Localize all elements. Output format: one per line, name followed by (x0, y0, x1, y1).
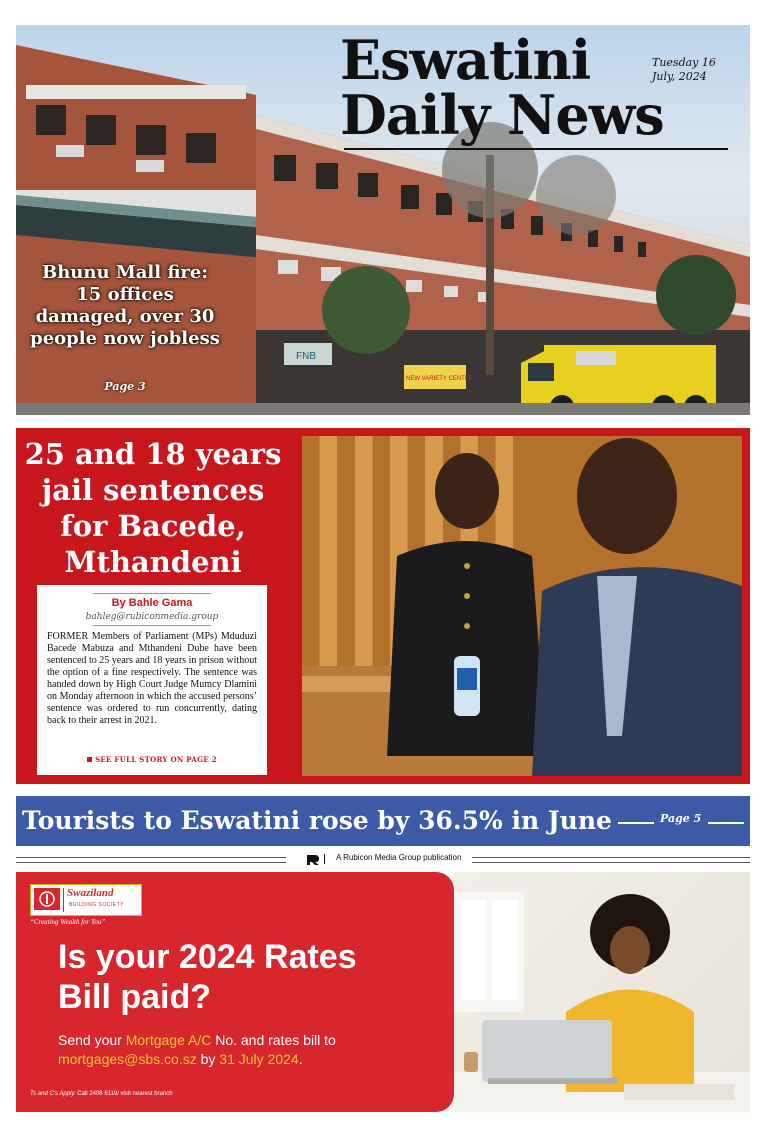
advert-headline-line1: Is your 2024 Rates (58, 938, 357, 976)
court-story-card (37, 585, 267, 775)
advert-terms: Ts and C's Apply. (30, 1091, 76, 1097)
advert-contact: Call 2406 6119/ visit nearest branch (77, 1091, 173, 1097)
sbs-emblem-icon (34, 888, 60, 910)
lead-page-ref: Page 3 (104, 380, 146, 393)
byline-rule-bottom (93, 625, 211, 626)
advert-mortgage-highlight: Mortgage A/C (125, 1032, 212, 1048)
court-story-photo (302, 436, 742, 776)
advert-body (58, 1031, 438, 1069)
strip-divider (324, 854, 325, 864)
tourism-rule-right (708, 822, 744, 824)
byline-email: bahleg@rubiconmedia.group (85, 612, 219, 622)
tourism-page-ref: Page 5 (660, 812, 702, 825)
courtroom-illustration (302, 436, 742, 776)
rubicon-logo-icon (306, 854, 320, 866)
masthead-rule (344, 148, 728, 150)
advert-body-text2: No. and rates bill to (215, 1032, 336, 1048)
court-headline: 25 and 18 years jail sentences for Bacede, Mthandeni (24, 437, 282, 579)
advert-headline-line2: Bill paid? (58, 978, 211, 1016)
issue-date (652, 56, 732, 84)
shop-sign: NEW VARIETY CENTRE (406, 376, 474, 382)
date-line1: Tuesday 16 (652, 56, 716, 69)
date-line2: July, 2024 (652, 70, 707, 83)
swaziland-building-society-logo (30, 884, 142, 916)
advert-body-end: . (298, 1051, 303, 1067)
lead-headline: Bhunu Mall fire: 15 offices damaged, over 30 people now jobless (30, 262, 220, 349)
byline: By Bahle Gama (111, 597, 193, 609)
advert-tagline: “Creating Wealth for You” (30, 918, 106, 926)
tourism-rule-left (618, 822, 654, 824)
advert-email-link[interactable]: mortgages@sbs.co.sz (58, 1051, 197, 1067)
masthead-title-line1: Eswatini (340, 28, 591, 92)
advert-fine-print (30, 1091, 173, 1097)
byline-rule-top (93, 593, 211, 594)
advert-headline (58, 937, 438, 1017)
advert-body-text1: Send your (58, 1032, 122, 1048)
publication-strip (16, 852, 750, 868)
logo-subtitle: BUILDING SOCIETY (69, 902, 124, 908)
see-full-story-link[interactable]: SEE FULL STORY ON PAGE 2 (37, 755, 267, 764)
logo-divider (63, 888, 64, 912)
tourism-headline: Tourists to Eswatini rose by 36.5% in June (22, 806, 612, 835)
strip-rule-right (472, 857, 750, 863)
advert-deadline: 31 July 2024 (219, 1051, 299, 1067)
masthead (340, 30, 740, 160)
fnb-sign: FNB (296, 351, 316, 362)
logo-name: Swaziland (67, 887, 114, 899)
masthead-title-line2: Daily News (340, 83, 664, 147)
advert-body-text3: by (200, 1051, 216, 1067)
strip-rule-left (16, 857, 286, 863)
woman-laptop-illustration (454, 872, 750, 1112)
advert-photo (454, 872, 750, 1112)
court-story-body: FORMER Members of Parliament (MPs) Mduduzi Bacede Mabuza and Mthandeni Dube have been sentenced to 25 years and 18 years in prison without the option of a fine respectively. The sentence was handed down by High Court Judge Mumcy Dlamini on Monday afternoon in which the accused persons’ sentence was ordered to run concurrently, dating back to their arrest in 2021. (47, 631, 257, 726)
publication-credit: A Rubicon Media Group publication (336, 853, 462, 862)
